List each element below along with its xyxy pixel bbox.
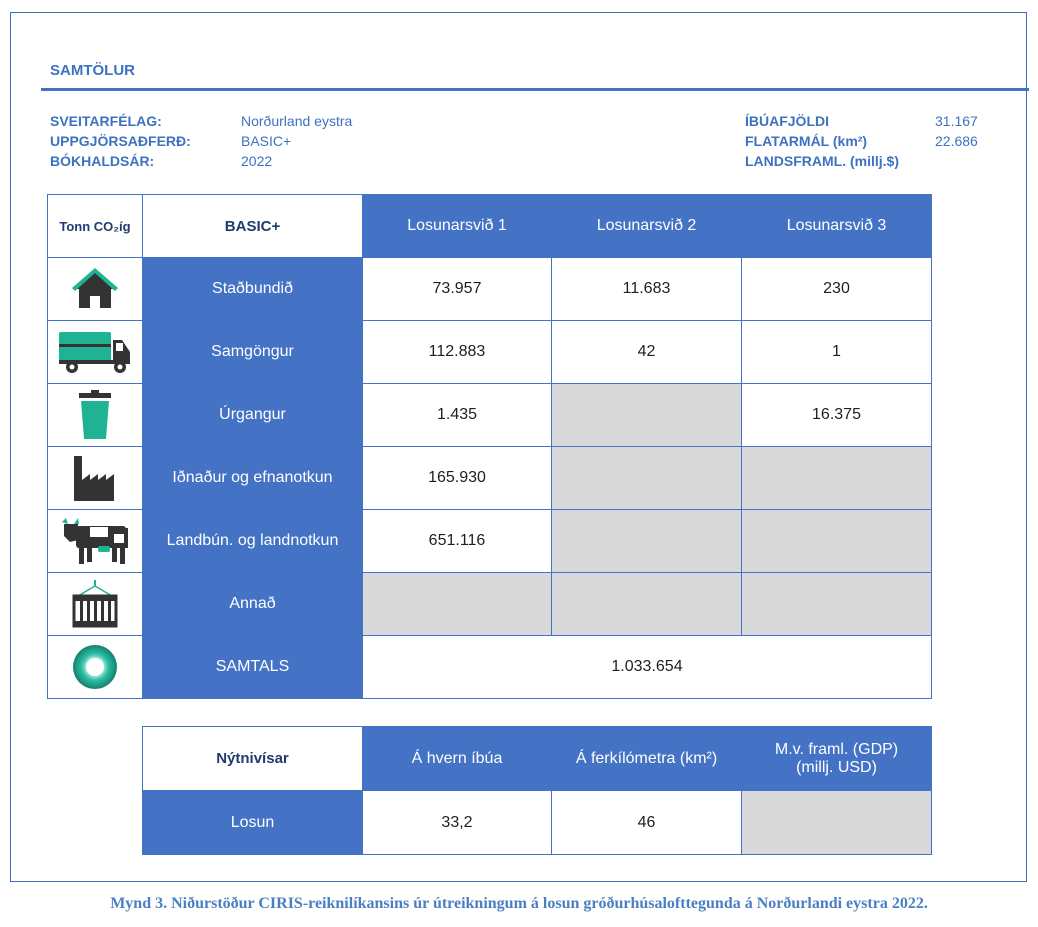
population-value: 31.167: [935, 113, 978, 129]
total-value: 1.033.654: [363, 636, 932, 699]
table-row: [48, 510, 932, 573]
cell-value: 1.435: [363, 384, 552, 447]
empty-cell: [552, 384, 742, 447]
truck-icon: [48, 321, 143, 384]
total-row: [48, 636, 932, 699]
empty-cell: [552, 510, 742, 573]
population-label: ÍBÚAFJÖLDI: [745, 113, 829, 129]
kpi-header-row: [143, 727, 932, 791]
year-value: 2022: [241, 153, 273, 169]
cell-value: 1: [742, 321, 932, 384]
container-icon: [48, 573, 143, 636]
method-label: UPPGJÖRSAÐFERÐ:: [50, 133, 191, 149]
table-row: [48, 258, 932, 321]
empty-cell: [742, 573, 932, 636]
ring-icon: [48, 636, 143, 699]
row-label: Landbún. og landnotkun: [143, 510, 363, 573]
factory-icon: [48, 447, 143, 510]
per-km2-header: Á ferkílómetra (km²): [552, 727, 742, 791]
kpi-header: Nýtnivísar: [143, 727, 363, 791]
row-label: Annað: [143, 573, 363, 636]
method-value: BASIC+: [241, 133, 292, 149]
empty-cell: [552, 573, 742, 636]
row-label: Staðbundið: [143, 258, 363, 321]
row-label: Samgöngur: [143, 321, 363, 384]
year-label: BÓKHALDSÁR:: [50, 153, 155, 169]
kpi-row: [143, 791, 932, 855]
municipality-value: Norðurland eystra: [241, 113, 353, 129]
kpi-row-label: Losun: [143, 791, 363, 855]
meta-right-labels: [745, 111, 899, 171]
meta-left-labels: [50, 111, 191, 171]
meta-left-values: [241, 111, 352, 171]
cell-value: 230: [742, 258, 932, 321]
scope-1-header: Losunarsvið 1: [363, 195, 552, 258]
table-header-row: [48, 195, 932, 258]
area-value: 22.686: [935, 133, 978, 149]
municipality-label: SVEITARFÉLAG:: [50, 113, 162, 129]
empty-cell: [363, 573, 552, 636]
per-gdp-value: [742, 791, 932, 855]
cell-value: 42: [552, 321, 742, 384]
summary-title: SAMTÖLUR: [50, 62, 135, 79]
empty-cell: [742, 447, 932, 510]
scope-2-header: Losunarsvið 2: [552, 195, 742, 258]
cell-value: 11.683: [552, 258, 742, 321]
method-header: BASIC+: [143, 195, 363, 258]
row-label: Úrgangur: [143, 384, 363, 447]
empty-cell: [552, 447, 742, 510]
per-capita-header: Á hvern íbúa: [363, 727, 552, 791]
cow-icon: [48, 510, 143, 573]
house-icon: [48, 258, 143, 321]
per-capita-value: 33,2: [363, 791, 552, 855]
table-row: [48, 321, 932, 384]
cell-value: 165.930: [363, 447, 552, 510]
gdp-value: [935, 151, 978, 171]
per-km2-value: 46: [552, 791, 742, 855]
table-row: [48, 447, 932, 510]
table-row: [48, 384, 932, 447]
figure-caption: Mynd 3. Niðurstöður CIRIS-reiknilíkansins úr útreikningum á losun gróðurhúsalofttegunda á Norðurlandi eystra 2022.: [110, 895, 928, 912]
table-row: [48, 573, 932, 636]
unit-header: Tonn CO₂íg: [48, 195, 143, 258]
cell-value: 112.883: [363, 321, 552, 384]
kpi-table: [142, 726, 932, 855]
emissions-table: [47, 194, 932, 699]
meta-right-values: [935, 111, 978, 171]
row-label: Iðnaður og efnanotkun: [143, 447, 363, 510]
cell-value: 16.375: [742, 384, 932, 447]
cell-value: 73.957: [363, 258, 552, 321]
title-divider: [41, 88, 1029, 91]
total-label: SAMTALS: [143, 636, 363, 699]
per-gdp-header: M.v. framl. (GDP) (millj. USD): [742, 727, 932, 791]
gdp-label: LANDSFRAML. (millj.$): [745, 153, 899, 169]
waste-bin-icon: [48, 384, 143, 447]
scope-3-header: Losunarsvið 3: [742, 195, 932, 258]
cell-value: 651.116: [363, 510, 552, 573]
area-label: FLATARMÁL (km²): [745, 133, 868, 149]
empty-cell: [742, 510, 932, 573]
